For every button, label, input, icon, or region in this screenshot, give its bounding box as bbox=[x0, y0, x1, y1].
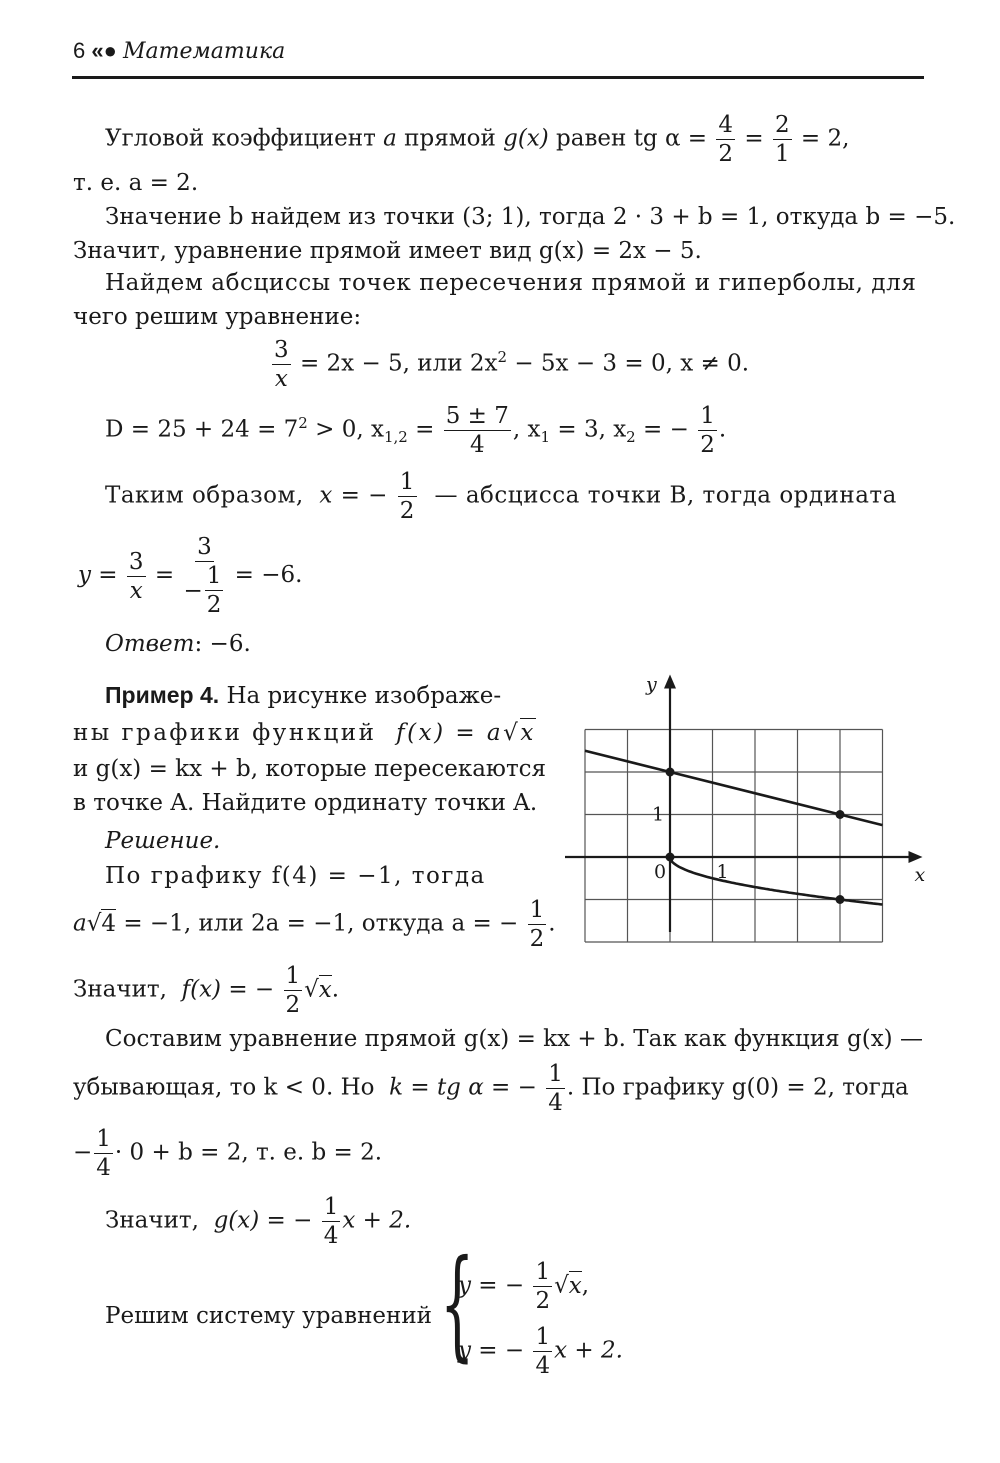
fraction: $\frac{1}{4}$ bbox=[96, 1126, 111, 1182]
fraction: $\frac{1}{4}$ bbox=[323, 1194, 339, 1250]
text-line-k: убывающая, то k < 0. Но k = tg α = − $\frac{1}{4}$ . По графику g(0) = 2, тогда bbox=[73, 1061, 909, 1117]
page-header bbox=[73, 40, 285, 63]
znachit-g: Значит, g(x) = − $\frac{1}{4}$ x + 2. bbox=[105, 1194, 412, 1250]
data-point bbox=[836, 895, 845, 904]
header-marks-icon: «● bbox=[91, 38, 117, 63]
tick-label-origin: 0 bbox=[654, 861, 667, 883]
fraction: $\frac{3}{x}$ bbox=[274, 337, 289, 393]
header-rule bbox=[72, 76, 924, 79]
text-line: Найдем абсциссы точек пересечения прямой и гиперболы, для bbox=[105, 270, 917, 296]
tick-label-y-1: 1 bbox=[652, 803, 665, 826]
fraction: $\frac{5 \pm 7}{4}$ bbox=[445, 403, 509, 459]
equation-2: $D = 25 + 24 = 7^2 > 0$, $x_{1,2}$ = $\frac{5 \pm 7}{4}$ , $x_1 = 3$, $x_2$ = − $\frac{1}{2}$ . bbox=[105, 403, 727, 459]
fraction: $\frac{2}{1}$ bbox=[774, 112, 790, 168]
x-axis-label: x bbox=[914, 864, 926, 886]
y-axis-label: y bbox=[646, 673, 657, 696]
example-4-line4: в точке A. Найдите ординату точки A. bbox=[73, 790, 538, 816]
equation-1: $\frac{3}{x}$ = 2x − 5, или $2x^2 - 5x - 3 = 0$, x ≠ 0. bbox=[274, 337, 750, 393]
example-4-line3: и g(x) = kx + b, которые пересекаются bbox=[73, 756, 547, 782]
series-line bbox=[670, 857, 883, 905]
answer-line: Ответ: −6. bbox=[105, 631, 251, 657]
fraction: $\frac{1}{4}$ bbox=[548, 1061, 563, 1117]
text-line-b: − $\frac{1}{4}$ · 0 + b = 2, т. е. b = 2. bbox=[73, 1126, 383, 1182]
text-line: Составим уравнение прямой g(x) = kx + b. Так как функция g(x) — bbox=[105, 1026, 923, 1052]
fraction: $\frac{1}{2}$ bbox=[535, 1259, 551, 1315]
section-title: Математика bbox=[123, 39, 286, 64]
paragraph-abscissa: Таким образом, x = − $\frac{1}{2}$ — абсцисса точки B, тогда ордината bbox=[105, 469, 897, 525]
system-row-2: y = − $\frac{1}{4}$ x + 2. bbox=[458, 1324, 623, 1380]
data-point bbox=[836, 810, 845, 819]
paragraph-slope: Угловой коэффициент a прямой g(x) равен tg α = $\frac{4}{2}$ = $\frac{2}{1}$ = 2, bbox=[105, 112, 850, 168]
function-graph bbox=[560, 672, 940, 972]
fraction: $\frac{3}{x}$ bbox=[128, 548, 144, 604]
page-number: 6 bbox=[73, 38, 86, 63]
solution-line2: a√4 = −1, или 2a = −1, откуда a = − $\frac{1}{2}$ . bbox=[73, 897, 556, 953]
example-title: Пример 4. bbox=[105, 682, 220, 708]
fraction: $\frac{1}{2}$ bbox=[529, 897, 545, 953]
x-axis-arrow-icon bbox=[909, 851, 923, 863]
y-axis-arrow-icon bbox=[664, 675, 676, 689]
solution-label: Решение. bbox=[105, 828, 221, 854]
tick-label-x-1: 1 bbox=[716, 861, 729, 883]
system-label: Решим систему уравнений bbox=[105, 1303, 433, 1329]
solution-line1: По графику f(4) = −1, тогда bbox=[105, 863, 486, 889]
text-line: т. е. a = 2. bbox=[73, 170, 199, 196]
znachit-f: Значит, f(x) = − $\frac{1}{2}$ √x. bbox=[73, 963, 340, 1019]
fraction: $\frac{1}{2}$ bbox=[285, 963, 301, 1019]
fraction: $\frac{1}{2}$ bbox=[399, 469, 415, 525]
left-brace-icon: { bbox=[440, 1235, 475, 1374]
example-4-line1: Пример 4. На рисунке изображе- bbox=[105, 682, 502, 709]
fraction: $\frac{1}{2}$ bbox=[700, 403, 715, 459]
text-line: Значение b найдем из точки (3; 1), тогда 2 · 3 + b = 1, откуда b = −5. bbox=[105, 204, 956, 230]
data-point bbox=[666, 853, 675, 862]
equation-3: y = $\frac{3}{x}$ = 3 − $\frac{1}{2}$ = −6. bbox=[78, 534, 303, 619]
fraction: $\frac{4}{2}$ bbox=[718, 112, 734, 168]
text-line: чего решим уравнение: bbox=[73, 304, 362, 330]
text-line: Значит, уравнение прямой имеет вид g(x) = 2x − 5. bbox=[73, 238, 702, 264]
data-point bbox=[666, 768, 675, 777]
fraction: $\frac{1}{4}$ bbox=[535, 1324, 551, 1380]
fraction: 3 − $\frac{1}{2}$ bbox=[183, 534, 222, 619]
example-4-line2: ны графики функций f(x) = a√x bbox=[73, 720, 536, 746]
system-row-1: y = − $\frac{1}{2}$ √x, bbox=[458, 1259, 590, 1315]
